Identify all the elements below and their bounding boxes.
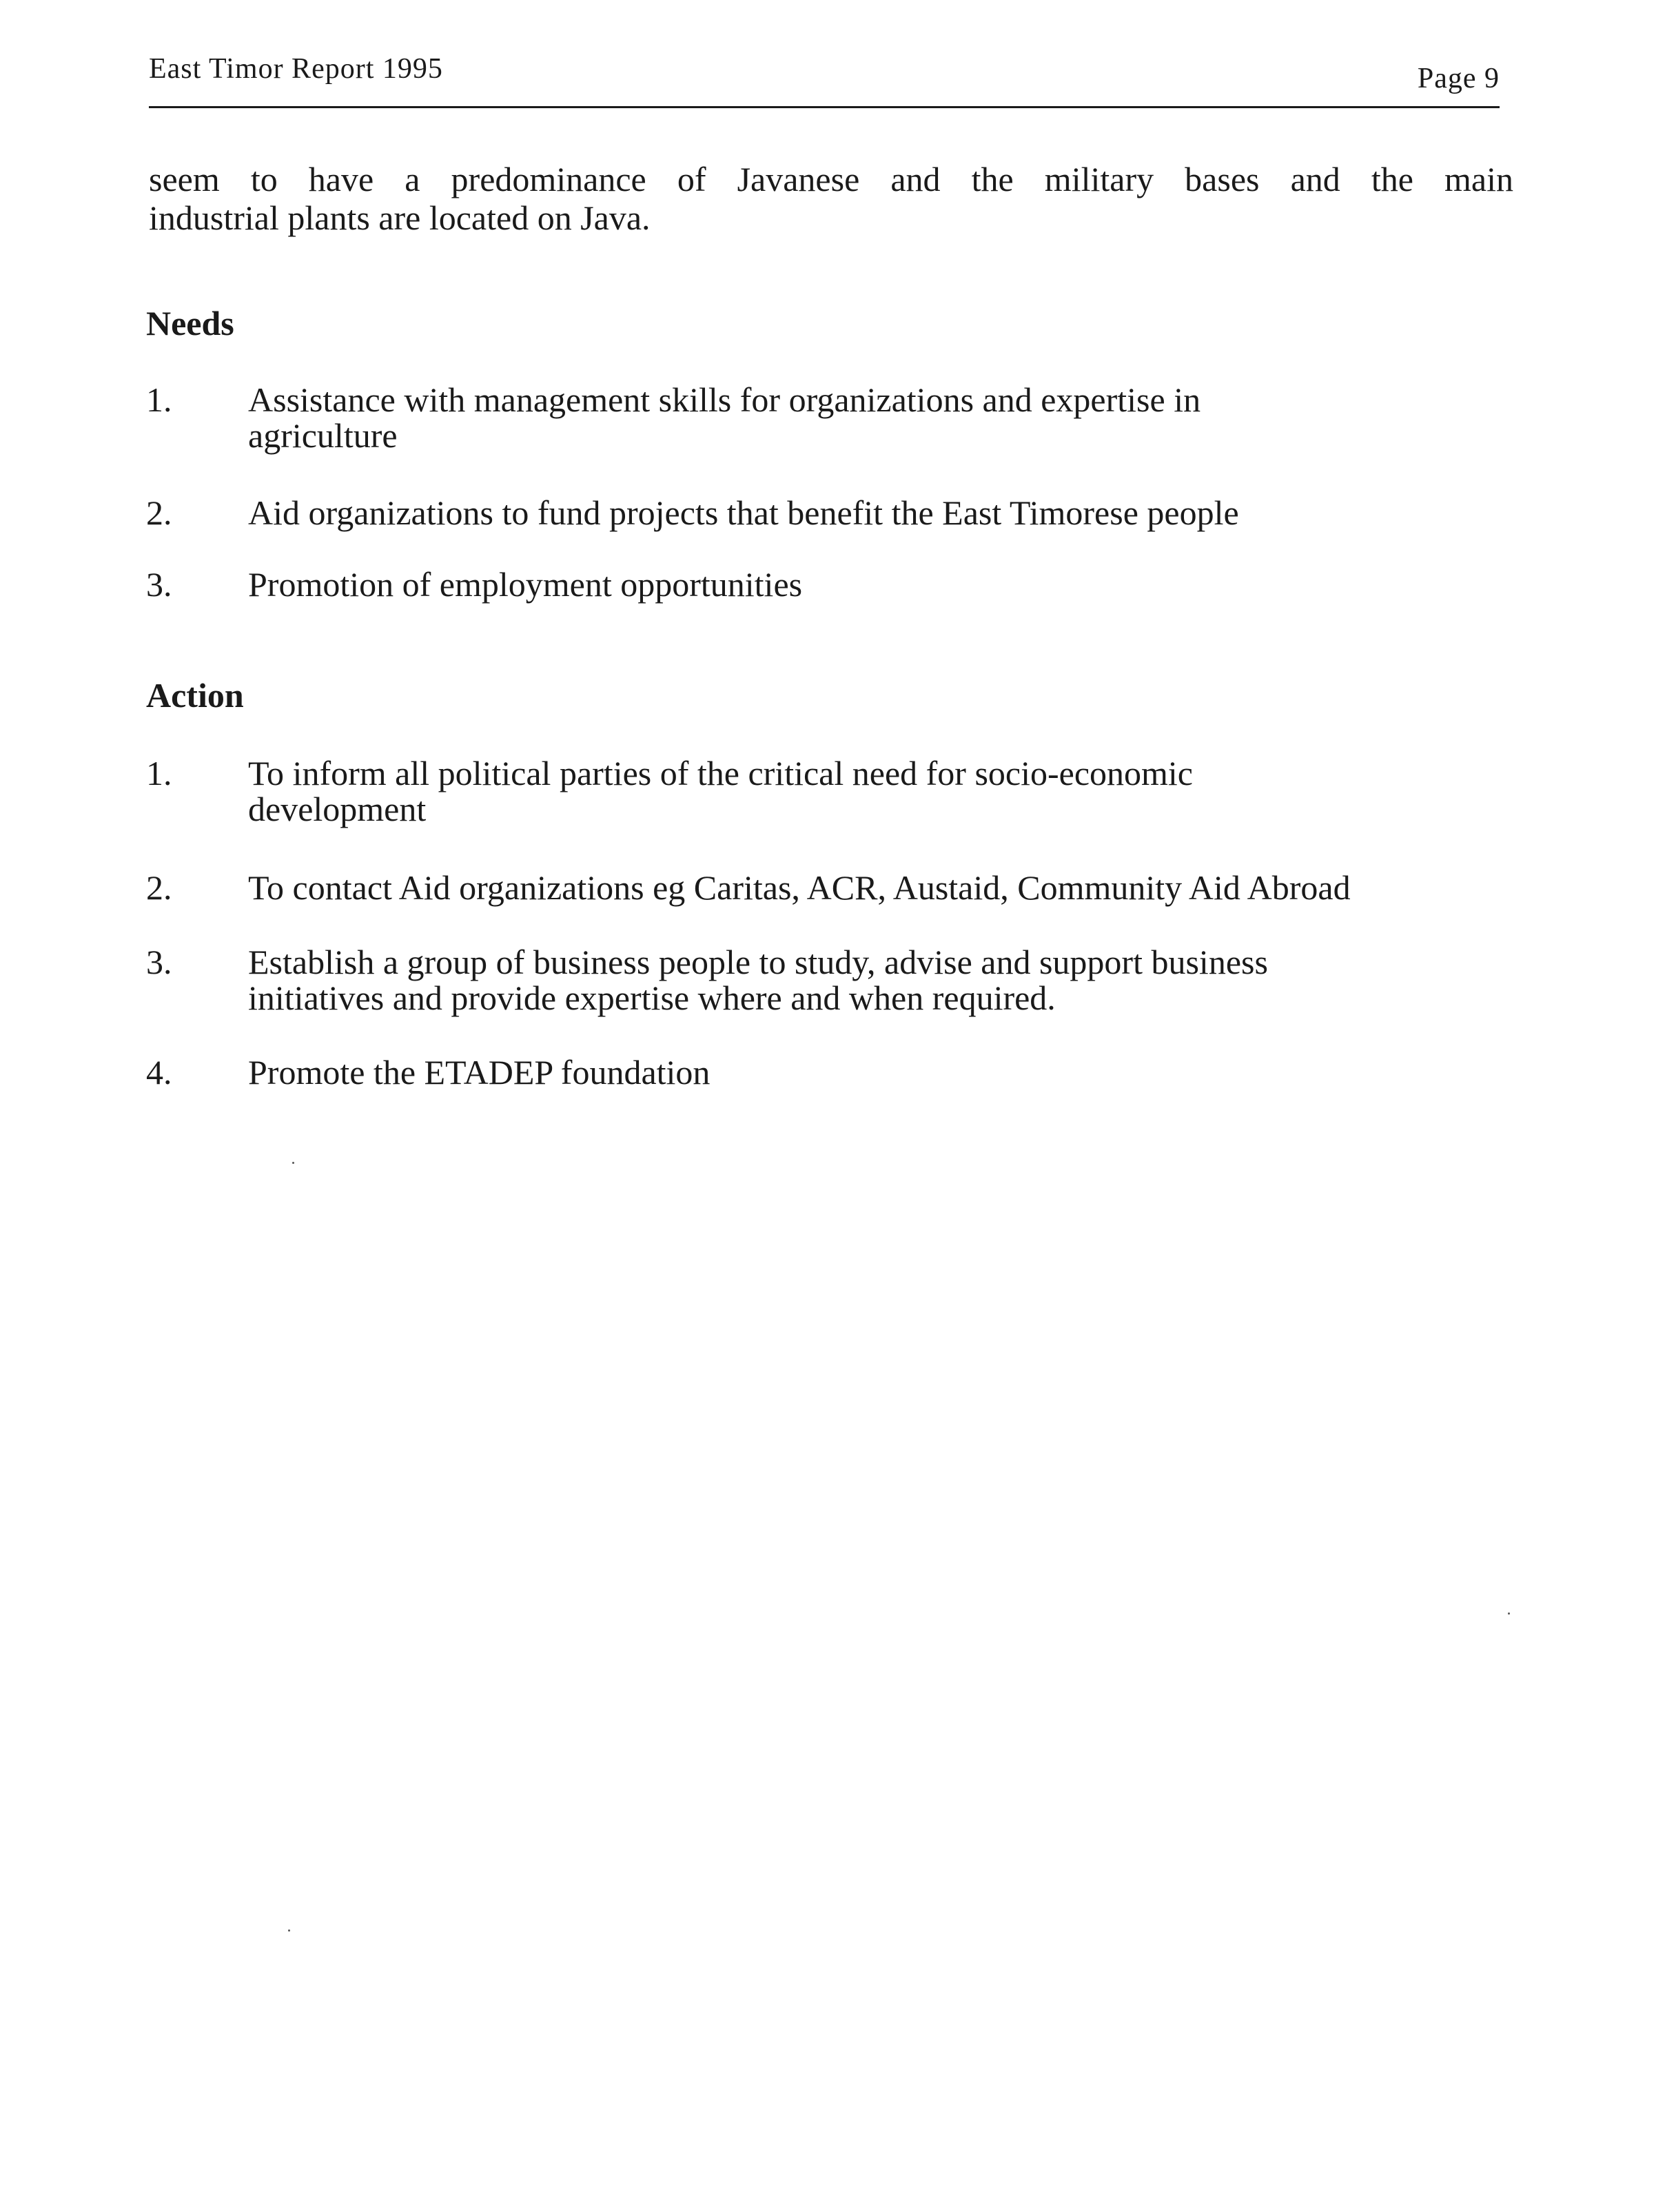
list-item-text [248, 566, 1523, 602]
needs-heading: Needs [146, 304, 234, 342]
list-item-line: Aid organizations to fund projects that benefit the East Timorese people [248, 493, 1239, 532]
list-item-text [248, 1054, 1523, 1090]
scan-speck [1508, 1612, 1510, 1615]
scan-speck [288, 1929, 290, 1932]
list-item-line: Assistance with management skills for organizations and expertise in [248, 380, 1201, 419]
scan-speck [292, 1162, 294, 1164]
list-item-text [248, 755, 1523, 827]
list-item-text [248, 944, 1523, 1016]
list-number: 3. [146, 943, 172, 981]
list-number: 2. [146, 493, 172, 532]
list-item-line: initiatives and provide expertise where and when required. [248, 979, 1056, 1017]
list-item-line: Promotion of employment opportunities [248, 565, 803, 604]
list-number: 1. [146, 380, 172, 419]
list-item-text [248, 495, 1523, 531]
list-item-text [248, 870, 1523, 905]
list-number: 2. [146, 868, 172, 907]
list-item-text [248, 382, 1523, 453]
header-divider [149, 106, 1500, 108]
list-item-line: To contact Aid organizations eg Caritas, ACR, Austaid, Community Aid Abroad [248, 868, 1351, 907]
lead-paragraph [149, 160, 1513, 237]
list-item-line: To inform all political parties of the critical need for socio-economic [248, 754, 1193, 792]
lead-line-2: industrial plants are located on Java. [149, 198, 651, 237]
list-item-line: agriculture [248, 416, 398, 455]
list-number: 4. [146, 1053, 172, 1092]
list-item-line: Promote the ETADEP foundation [248, 1053, 711, 1092]
lead-line-1: seem to have a predominance of Javanese and the military bases and the main [149, 160, 1513, 198]
page-header [149, 48, 1500, 117]
list-item-line: development [248, 790, 427, 828]
report-title: East Timor Report 1995 [149, 53, 443, 85]
list-number: 3. [146, 565, 172, 604]
page-number: Page 9 [1417, 63, 1500, 94]
list-number: 1. [146, 754, 172, 792]
action-heading: Action [146, 676, 244, 715]
list-item-line: Establish a group of business people to study, advise and support business [248, 943, 1268, 981]
